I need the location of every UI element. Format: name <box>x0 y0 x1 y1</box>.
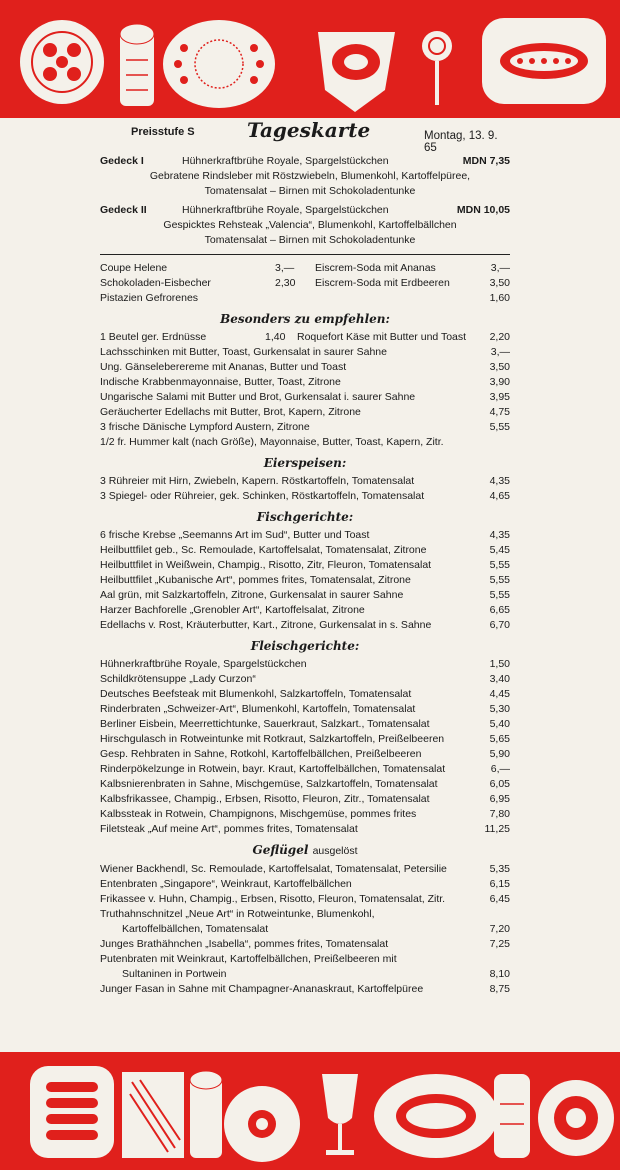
food-illustrations-bottom <box>0 1052 620 1170</box>
item-price: 7,20 <box>489 923 510 935</box>
item-price: 5,55 <box>489 559 510 571</box>
list-item <box>315 261 510 276</box>
item-name: Ung. Gänseleberereme mit Ananas, Butter und Toast <box>100 361 347 373</box>
item-name: Eiscrem-Soda mit Ananas <box>315 262 436 274</box>
ham-plate-icon <box>318 32 395 112</box>
set-menu-name: Gedeck I <box>100 155 144 167</box>
list-item <box>100 588 510 603</box>
list-item <box>100 672 510 687</box>
item-price: 6,70 <box>489 619 510 631</box>
menu-title: Tageskarte <box>247 118 371 142</box>
list-item <box>100 603 510 618</box>
list-item <box>100 435 510 450</box>
list-item <box>100 907 510 922</box>
item-name: Indische Krabbenmayonnaise, Butter, Toast, Zitrone <box>100 376 341 388</box>
fish-platter-icon <box>374 1074 498 1158</box>
set-menu-line: Gespicktes Rehsteak „Valencia“, Blumenkohl, Kartoffelbällchen <box>163 219 457 231</box>
menu-content <box>100 154 510 997</box>
list-item <box>100 862 510 877</box>
list-item <box>100 375 510 390</box>
item-price: 8,75 <box>489 983 510 995</box>
section-heading-fleisch: Fleischgerichte: <box>250 639 360 653</box>
price-level: Preisstufe S <box>131 126 195 138</box>
list-item <box>100 807 510 822</box>
item-price <box>275 291 315 306</box>
item-name: Berliner Eisbein, Meerrettichtunke, Sauerkraut, Salzkart., Tomatensalat <box>100 718 430 730</box>
list-item <box>315 276 510 291</box>
dessert-plate-icon <box>538 1080 614 1156</box>
item-price: 3,— <box>490 346 510 358</box>
item-name: Kalbsnierenbraten in Sahne, Mischgemüse, Salzkartoffeln, Tomatensalat <box>100 778 438 790</box>
item-price: 6,15 <box>489 878 510 890</box>
set-menu-1 <box>100 154 510 199</box>
item-name: 3 frische Dänische Lympford Austern, Zitrone <box>100 421 310 433</box>
item-price: 3,— <box>275 262 295 274</box>
item-name: Ungarische Salami mit Butter und Brot, Gurkensalat i. saurer Sahne <box>100 391 416 403</box>
list-item <box>100 543 510 558</box>
item-price: 3,— <box>490 262 510 274</box>
list-item <box>100 792 510 807</box>
item-name: Entenbraten „Singapore“, Weinkraut, Kartoffelbällchen <box>100 878 352 890</box>
item-name: Schildkrötensuppe „Lady Curzon“ <box>100 673 256 685</box>
item-name: Eiscrem-Soda mit Erdbeeren <box>315 277 450 289</box>
item-price: 4,45 <box>489 688 510 700</box>
bottle-icon <box>494 1074 530 1158</box>
item-name: Aal grün, mit Salzkartoffeln, Zitrone, Gurkensalat in saurer Sahne <box>100 589 404 601</box>
item-price <box>476 907 510 922</box>
list-item <box>100 982 510 997</box>
list-item <box>100 618 510 633</box>
list-item <box>100 967 510 982</box>
section-heading-besonders: Besonders zu empfehlen: <box>220 312 390 326</box>
set-menu-price: MDN 7,35 <box>462 155 510 167</box>
list-item <box>100 922 510 937</box>
list-item <box>100 762 510 777</box>
asparagus-icon <box>122 1072 184 1158</box>
item-name: 3 Rühreier mit Hirn, Zwiebeln, Kapern. Röstkartoffeln, Tomatensalat <box>100 475 415 487</box>
item-price: 4,75 <box>489 406 510 418</box>
item-name: Junges Brathähnchen „Isabella“, pommes frites, Tomatensalat <box>100 938 389 950</box>
item-price: 3,50 <box>489 277 510 289</box>
item-name: 6 frische Krebse „Seemanns Art im Sud“, Butter und Toast <box>100 529 370 541</box>
top-decorative-band <box>0 0 620 118</box>
list-item <box>100 777 510 792</box>
item-name: Gesp. Rehbraten in Sahne, Rotkohl, Kartoffelbällchen, Preißelbeeren <box>100 748 422 760</box>
item-price: 3,90 <box>489 376 510 388</box>
poultry-dishes-list <box>100 862 510 997</box>
item-name: Harzer Bachforelle „Grenobler Art“, Kartoffelsalat, Zitrone <box>100 604 365 616</box>
item-price: 5,55 <box>489 421 510 433</box>
list-item <box>100 877 510 892</box>
fish-dishes-list <box>100 528 510 633</box>
fish-platter-icon <box>482 18 606 104</box>
list-item <box>100 405 510 420</box>
item-name: Heilbuttfilet in Weißwein, Champig., Risotto, Zitr, Fleuron, Tomatensalat <box>100 559 432 571</box>
item-price <box>476 435 510 450</box>
list-item <box>100 702 510 717</box>
list-item <box>100 657 510 672</box>
item-price: 7,80 <box>489 808 510 820</box>
list-item <box>100 558 510 573</box>
item-price: 1,40 <box>265 331 286 343</box>
menu-header <box>100 118 510 154</box>
item-price: 4,65 <box>489 490 510 502</box>
item-price: 6,45 <box>489 893 510 905</box>
dessert-list <box>100 261 510 306</box>
list-item <box>100 952 510 967</box>
item-price: 11,25 <box>484 823 510 835</box>
item-name: Putenbraten mit Weinkraut, Kartoffelbällchen, Preißelbeeren mit <box>100 953 397 965</box>
beer-glass-icon <box>190 1071 222 1158</box>
item-price: 4,35 <box>489 475 510 487</box>
menu-date: Montag, 13. 9. 65 <box>424 130 498 154</box>
item-price: 5,65 <box>489 733 510 745</box>
item-name: Filetsteak „Auf meine Art“, pommes frites, Tomatensalat <box>100 823 358 835</box>
item-name: Roquefort Käse mit Butter und Toast <box>297 331 467 343</box>
item-price: 3,50 <box>489 361 510 373</box>
item-name: Edellachs v. Rost, Kräuterbutter, Kart., Zitrone, Gurkensalat in s. Sahne <box>100 619 432 631</box>
item-name: Geräucherter Edellachs mit Butter, Brot, Kapern, Zitrone <box>100 406 361 418</box>
item-name: Lachsschinken mit Butter, Toast, Gurkensalat in saurer Sahne <box>100 346 387 358</box>
item-name: Junger Fasan in Sahne mit Champagner-Ananaskraut, Kartoffelpüree <box>100 983 424 995</box>
set-menu-2 <box>100 203 510 248</box>
item-price: 4,35 <box>489 529 510 541</box>
item-name: Frikassee v. Huhn, Champig., Erbsen, Risotto, Fleuron, Tomatensalat, Zitr. <box>100 893 446 905</box>
list-item <box>100 360 510 375</box>
meat-dishes-list <box>100 657 510 837</box>
section-note: ausgelöst <box>312 845 358 857</box>
list-item <box>100 291 315 306</box>
section-heading-eierspeisen: Eierspeisen: <box>263 456 347 470</box>
item-name: 3 Spiegel- oder Rühreier, gek. Schinken, Röstkartoffeln, Tomatensalat <box>100 490 425 502</box>
set-menu-price: MDN 10,05 <box>456 204 510 216</box>
item-price: 2,20 <box>489 331 510 343</box>
set-menu-line: Hühnerkraftbrühe Royale, Spargelstückchen <box>182 204 389 216</box>
item-name: Wiener Backhendl, Sc. Remoulade, Kartoffelsalat, Tomatensalat, Petersilie <box>100 863 447 875</box>
section-heading-fisch: Fischgerichte: <box>256 510 354 524</box>
item-price: 5,55 <box>489 589 510 601</box>
list-item <box>100 892 510 907</box>
item-name: Heilbuttfilet geb., Sc. Remoulade, Kartoffelsalat, Tomatensalat, Zitrone <box>100 544 427 556</box>
item-name: Coupe Helene <box>100 262 168 274</box>
list-item <box>100 489 510 504</box>
list-item <box>100 276 315 291</box>
food-illustrations-top <box>0 0 620 118</box>
item-name: Rinderbraten „Schweizer-Art“, Blumenkohl, Kartoffeln, Tomatensalat <box>100 703 416 715</box>
item-name: Heilbuttfilet „Kubanische Art“, pommes frites, Tomatensalat, Zitrone <box>100 574 411 586</box>
item-price <box>476 952 510 967</box>
item-price: 1,50 <box>489 658 510 670</box>
item-price: 6,65 <box>489 604 510 616</box>
item-name: Pistazien Gefrorenes <box>100 292 199 304</box>
list-item <box>100 717 510 732</box>
list-item <box>100 937 510 952</box>
list-item <box>100 528 510 543</box>
section-heading-gefluegel <box>100 843 510 859</box>
item-name: Schokoladen-Eisbecher <box>100 277 211 289</box>
item-price: 7,25 <box>489 938 510 950</box>
item-name <box>315 291 476 306</box>
item-price: 5,90 <box>489 748 510 760</box>
list-item <box>100 474 510 489</box>
lollipop-icon <box>422 31 452 105</box>
item-price: 5,55 <box>489 574 510 586</box>
item-price: 1,60 <box>489 292 510 304</box>
item-name: 1/2 fr. Hummer kalt (nach Größe), Mayonnaise, Butter, Toast, Kapern, Zitr. <box>100 436 444 448</box>
item-price: 3,40 <box>489 673 510 685</box>
egg-dishes-list <box>100 474 510 504</box>
wine-glass-icon <box>322 1074 358 1155</box>
list-item <box>100 687 510 702</box>
list-item <box>315 291 510 306</box>
set-menu-line: Tomatensalat – Birnen mit Schokoladentunke <box>204 185 416 197</box>
list-item <box>100 345 510 360</box>
item-price: 6,95 <box>489 793 510 805</box>
beer-glass-icon <box>120 24 154 106</box>
item-name: Sultaninen in Portwein <box>122 968 227 980</box>
item-name: 1 Beutel ger. Erdnüsse <box>100 331 207 343</box>
plate-icon <box>20 20 104 104</box>
bottom-decorative-band <box>0 1052 620 1170</box>
item-name: Hühnerkraftbrühe Royale, Spargelstückchen <box>100 658 307 670</box>
set-menu-line: Tomatensalat – Birnen mit Schokoladentunke <box>204 234 416 246</box>
set-menu-name: Gedeck II <box>100 204 147 216</box>
list-item <box>100 732 510 747</box>
divider <box>100 254 510 255</box>
item-price: 5,45 <box>489 544 510 556</box>
item-price: 6,05 <box>489 778 510 790</box>
list-item <box>100 420 510 435</box>
item-price: 5,30 <box>489 703 510 715</box>
section-title: Geflügel <box>252 843 309 857</box>
list-item <box>100 390 510 405</box>
item-price: 5,40 <box>489 718 510 730</box>
item-price: 2,30 <box>275 277 296 289</box>
list-item <box>100 747 510 762</box>
item-name: Kalbsfrikassee, Champig., Erbsen, Risotto, Fleuron, Zitr., Tomatensalat <box>100 793 430 805</box>
list-item <box>100 573 510 588</box>
item-name: Truthahnschnitzel „Neue Art“ in Rotweintunke, Blumenkohl, <box>100 908 375 920</box>
sausage-plate-icon <box>30 1066 114 1158</box>
item-name: Kalbssteak in Rotwein, Champignons, Mischgemüse, pommes frites <box>100 808 417 820</box>
item-price: 8,10 <box>489 968 510 980</box>
item-price: 3,95 <box>489 391 510 403</box>
item-name: Rinderpökelzunge in Rotwein, bayr. Kraut, Kartoffelbällchen, Tomatensalat <box>100 763 446 775</box>
list-item <box>100 330 510 345</box>
list-item <box>100 822 510 837</box>
egg-plate-icon <box>224 1086 300 1162</box>
platter-icon <box>163 20 275 108</box>
item-name: Kartoffelbällchen, Tomatensalat <box>122 923 269 935</box>
item-price: 5,35 <box>489 863 510 875</box>
item-name: Deutsches Beefsteak mit Blumenkohl, Salzkartoffeln, Tomatensalat <box>100 688 412 700</box>
list-item <box>100 261 315 276</box>
set-menu-line: Hühnerkraftbrühe Royale, Spargelstückchen <box>182 155 389 167</box>
item-price: 6,— <box>490 763 510 775</box>
item-name: Hirschgulasch in Rotweintunke mit Rotkraut, Salzkartoffeln, Preißelbeeren <box>100 733 445 745</box>
recommended-list <box>100 345 510 450</box>
set-menu-line: Gebratene Rindsleber mit Röstzwiebeln, Blumenkohl, Kartoffelpüree, <box>149 170 471 182</box>
